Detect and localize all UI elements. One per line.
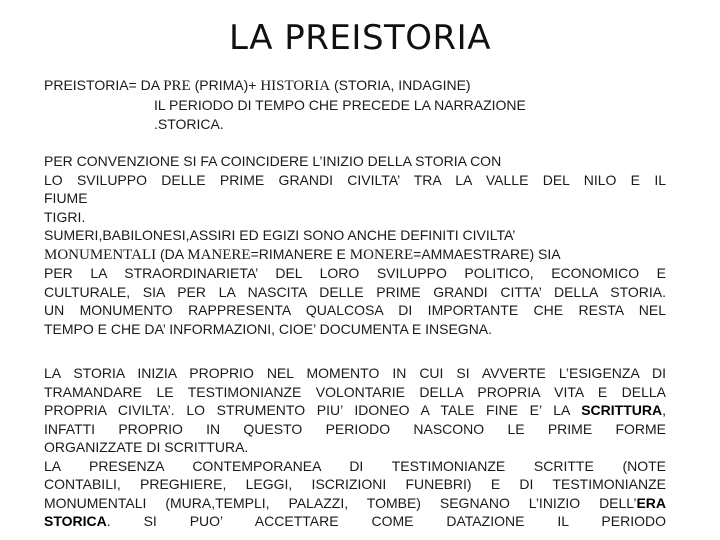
- definition-line-2: IL PERIODO DI TEMPO CHE PRECEDE LA NARRAZIONE: [154, 97, 526, 113]
- definition-pre: PRE: [163, 78, 191, 94]
- definition-block: [44, 76, 684, 134]
- definition-line-3: .STORICA.: [154, 116, 224, 132]
- bold-storica: STORICA: [44, 513, 107, 529]
- bold-era: ERA: [636, 494, 666, 511]
- bold-scrittura: SCRITTURA: [581, 402, 663, 418]
- definition-term: PREISTORIA: [44, 77, 129, 93]
- page-title: LA PREISTORIA: [229, 18, 491, 58]
- paragraph-scrittura: LA STORIA INIZIA PROPRIO NEL MOMENTO IN CUI SI AVVERTE L’ESIGENZA DI TRAMANDARE LE TESTIMONIANZE VOLONTARIE DELLA PROPRIA VITA E DELLA PROPRIA CIVILTA’. LO STRUMENTO PIU’ IDONEO A TALE FINE E’ LA SCRITTURA, INFATTI PROPRIO IN QUESTO PERIODO NASCONO LE PRIME FORME ORGANIZZATE DI SCRITTURA. LA PRESENZA CONTEMPORANEA DI TESTIMONIANZE SCRITTE (NOTE CONTABILI, PREGHIERE, LEGGI, ISCRIZIONI FUNEBRI) E DI TESTIMONIANZE MONUMENTALI (MURA,TEMPLI, PALAZZI, TOMBE) SEGNANO L’INIZIO DELL’ERA STORICA. SI PUO’ ACCETTARE COME DATAZIONE IL PERIODO: [44, 365, 666, 529]
- definition-historia: HISTORIA: [260, 78, 331, 94]
- definition-line-1: PREISTORIA= DA PRE (PRIMA)+ HISTORIA (STORIA, INDAGINE): [44, 77, 471, 94]
- paragraph-convenzione: PER CONVENZIONE SI FA COINCIDERE L’INIZIO DELLA STORIA CON LO SVILUPPO DELLE PRIME GRANDI CIVILTA’ TRA LA VALLE DEL NILO E IL FIUME TIGRI. SUMERI,BABILONESI,ASSIRI ED EGIZI SONO ANCHE DEFINITI CIVILTA’ MONUMENTALI (DA MANERE=RIMANERE E MONERE=AMMAESTRARE) SIA PER LA STRAORDINARIETA’ DEL LORO SVILUPPO POLITICO, ECONOMICO E CULTURALE, SIA PER LA NASCITA DELLE PRIME GRANDI CITTA’ DELLA STORIA. UN MONUMENTO RAPPRESENTA QUALCOSA DI IMPORTANTE CHE RESTA NEL TEMPO E CHE DA’ INFORMAZIONI, CIOE’ DOCUMENTA E INSEGNA.: [44, 153, 666, 337]
